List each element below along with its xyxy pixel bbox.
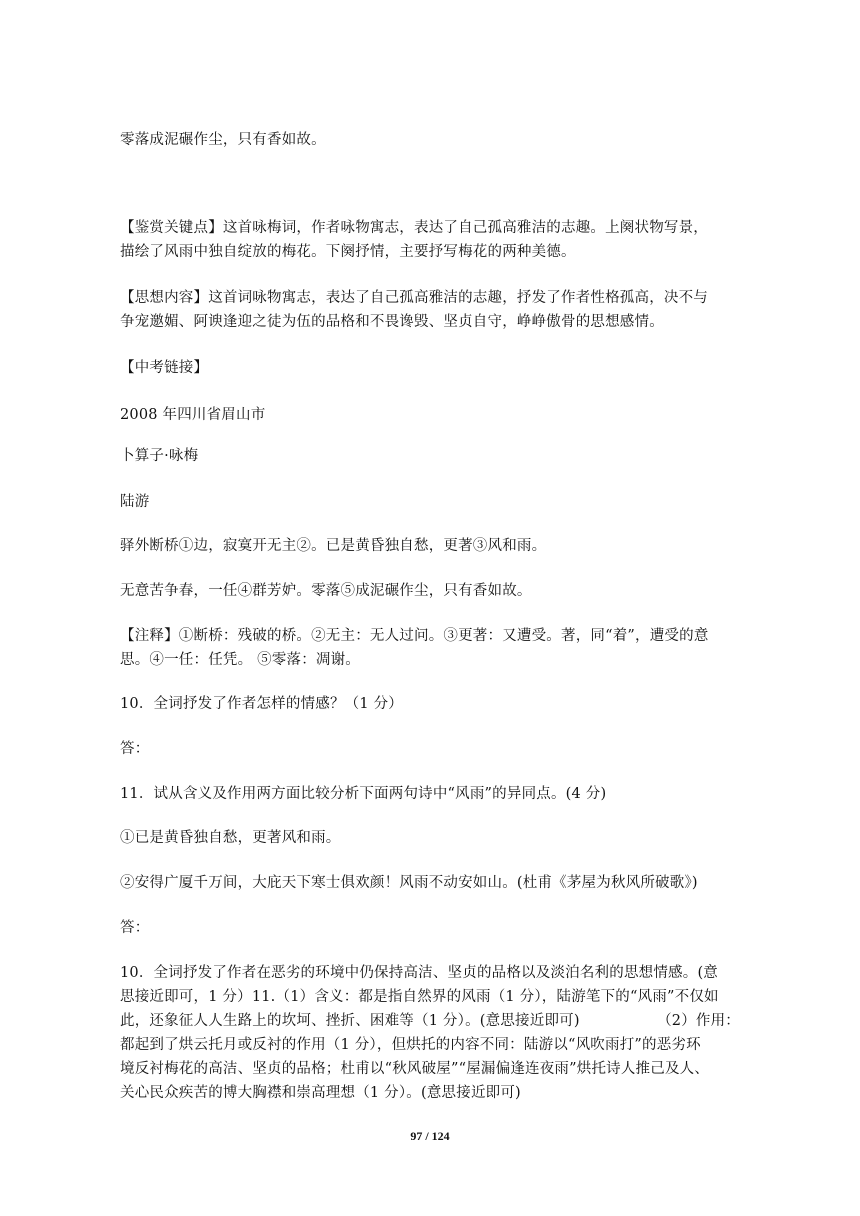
appreciation-line-1: 【鉴赏关键点】这首咏梅词，作者咏物寓志，表达了自己孤高雅洁的志趣。上阕状物写景， [120,220,708,236]
exam-link-heading: 【中考链接】 [120,360,209,376]
thought-content-paragraph [120,286,740,334]
question-11-item-2: ②安得广厦千万间，大庇天下寒士俱欢颜！风雨不动安如山。(杜甫《茅屋为秋风所破歌》) [120,875,698,891]
poem-line-2: 无意苦争春，一任④群芳妒。零落⑤成泥碾作尘，只有香如故。 [120,583,532,599]
answer-label-1: 答： [120,741,150,757]
poem-line-1: 驿外断桥①边，寂寞开无主②。已是黄昏独自愁，更著③风和雨。 [120,538,547,554]
answer-key-line-2: 思接近即可，1 分）11.（1）含义：都是指自然界的风雨（1 分），陆游笔下的“风雨”不仅如 [120,989,719,1005]
exam-source: 2008 年四川省眉山市 [120,407,266,423]
question-11-item-1: ①已是黄昏独自愁，更著风和雨。 [120,830,341,846]
poem-title: 卜算子·咏梅 [120,448,199,464]
answer-label-2: 答： [120,920,150,936]
notes-paragraph [120,624,740,672]
notes-line-2: 思。④一任：任凭。 ⑤零落：凋谢。 [120,652,361,668]
appreciation-line-2: 描绘了风雨中独自绽放的梅花。下阕抒情，主要抒写梅花的两种美德。 [120,244,576,260]
answer-key-line-3-left: 此，还象征人人生路上的坎坷、挫折、困难等（1 分）。(意思接近即可) [120,1013,580,1029]
thought-line-2: 争宠邀媚、阿谀逢迎之徒为伍的品格和不畏谗毁、坚贞自守，峥峥傲骨的思想感情。 [120,314,664,330]
answer-key-paragraph [120,961,740,1105]
answer-key-line-4: 都起到了烘云托月或反衬的作用（1 分），但烘托的内容不同：陆游以“风吹雨打”的恶劣环 [120,1037,701,1053]
answer-key-line-6: 关心民众疾苦的博大胸襟和崇高理想（1 分）。(意思接近即可) [120,1085,521,1101]
notes-line-1: 【注释】①断桥：残破的桥。②无主：无人过问。③更著：又遭受。著，同“着”，遭受的意 [120,628,709,644]
question-11: 11．试从含义及作用两方面比较分析下面两句诗中“风雨”的异同点。(4 分) [120,786,607,802]
poem-author: 陆游 [120,494,150,510]
question-10: 10．全词抒发了作者怎样的情感？（1 分） [120,696,403,712]
page-number: 97 / 124 [410,1129,450,1143]
answer-key-line-3 [120,1009,740,1033]
appreciation-paragraph [120,216,740,264]
answer-key-line-5: 境反衬梅花的高洁、坚贞的品格；杜甫以“秋风破屋”“屋漏偏逢连夜雨”烘托诗人推己及人、 [120,1061,710,1077]
answer-key-line-3-right: （2）作用： [657,1013,740,1029]
thought-line-1: 【思想内容】这首词咏物寓志，表达了自己孤高雅洁的志趣，抒发了作者性格孤高，决不与 [120,290,708,306]
poem-closing-line: 零落成泥碾作尘，只有香如故。 [120,132,326,148]
answer-key-line-1: 10．全词抒发了作者在恶劣的环境中仍保持高洁、坚贞的品格以及淡泊名利的思想情感。(意 [120,965,719,981]
